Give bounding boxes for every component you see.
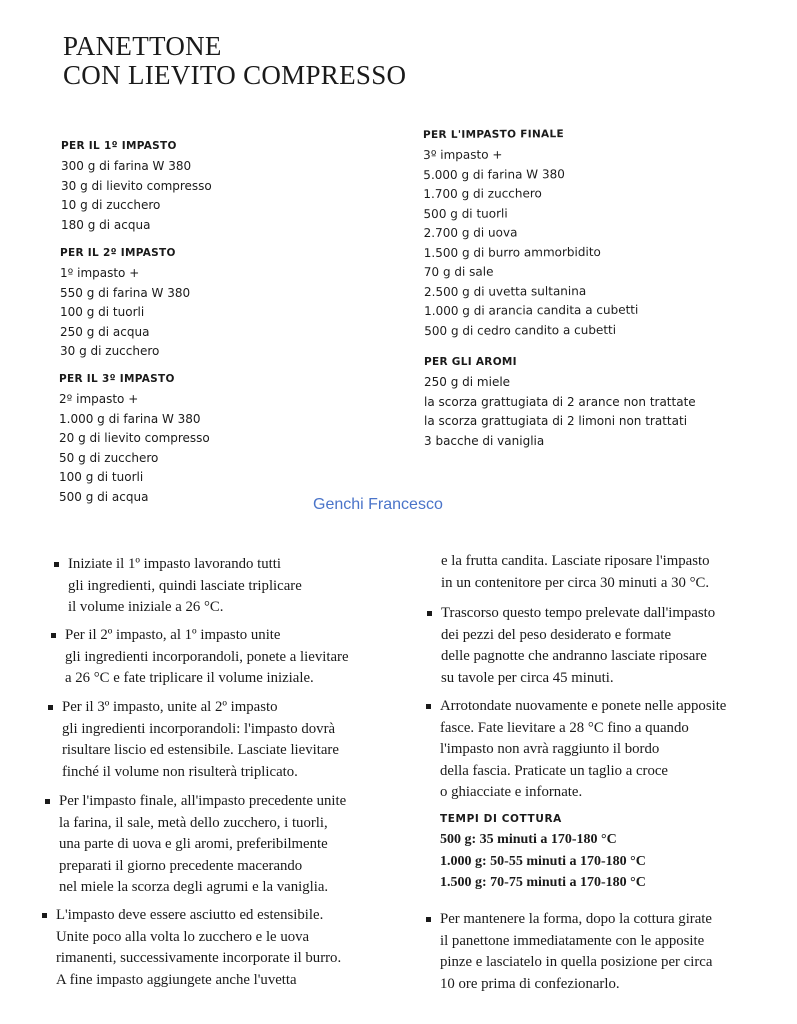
ingredients-third-impasto [59,373,210,507]
ingredient-item: 1.000 g di arancia candita a cubetti [424,302,639,318]
step-line: gli ingredienti, quindi lasciate triplicare [68,577,302,594]
recipe-title [63,32,406,90]
step-line: pinze e lasciatelo in quella posizione per circa [440,954,713,970]
ingredients-heading: PER IL 2º IMPASTO [60,247,176,259]
ingredient-item: 1.000 g di farina W 380 [59,411,201,426]
step-line: a 26 °C e fate triplicare il volume iniziale. [65,670,314,686]
step-7 [440,696,726,804]
step-line: il volume iniziale a 26 °C. [68,599,224,615]
step-line: 10 ore prima di confezionarlo. [440,975,620,992]
ingredient-item: 1.500 g di burro ammorbidito [423,244,601,260]
ingredient-item: 10 g di zucchero [61,198,161,212]
step-line: la farina, il sale, metà dello zucchero, i tuorli, [59,814,328,831]
step-line: Per l'impasto finale, all'impasto precedente unite [59,793,347,809]
step-line: o ghiacciate e infornate. [440,784,583,800]
bullet-icon [45,799,50,804]
ingredient-item: 100 g di tuorli [59,470,144,484]
ingredient-item: 70 g di sale [423,264,494,279]
step-5 [56,905,341,991]
step-line: nel miele la scorza degli agrumi e la vaniglia. [59,879,329,895]
ingredient-item: 30 g di lievito compresso [61,178,212,193]
step-line: delle pagnotte che andranno lasciate riposare [441,648,707,664]
step-4 [59,791,346,899]
ingredients-heading: PER L'IMPASTO FINALE [423,128,564,141]
step-line: Per mantenere la forma, dopo la cottura girate [440,911,712,927]
tempi-line: 500 g: 35 minuti a 170-180 °C [440,832,617,847]
step-1 [68,554,302,619]
ingredient-item: 1.700 g di zucchero [423,186,542,201]
step-line: Per il 3º impasto, unite al 2º impasto [62,699,278,715]
step-line: Unite poco alla volta lo zucchero e le uova [56,928,310,945]
ingredient-item: 30 g di zucchero [60,344,160,358]
step-line: fasce. Fate lievitare a 28 °C fino a quando [440,719,689,736]
step-line: L'impasto deve essere asciutto ed estensibile. [56,907,324,923]
step-6 [441,603,715,689]
bullet-icon [427,611,432,616]
bullet-icon [426,917,431,922]
step-line: Arrotondate nuovamente e ponete nelle apposite [440,698,727,714]
ingredient-item: 500 g di cedro candito a cubetti [424,322,617,338]
ingredient-item: 5.000 g di farina W 380 [423,166,565,182]
step-line: l'impasto non avrà raggiunto il bordo [440,741,660,757]
step-line: in un contenitore per circa 30 minuti a 30 °C. [441,574,710,591]
step-line: risultare liscio ed estensibile. Lasciate lievitare [62,742,339,758]
ingredient-item: 3º impasto + [423,147,503,162]
tempi-line: 1.000 g: 50-55 minuti a 170-180 °C [440,853,646,869]
bullet-icon [51,633,56,638]
bullet-icon [426,704,431,709]
step-line: della fascia. Praticate un taglio a croce [440,762,669,779]
title-line-2: CON LIEVITO COMPRESSO [63,60,407,90]
ingredient-item: 2.700 g di uova [423,225,518,240]
ingredients-heading: PER IL 1º IMPASTO [61,140,177,152]
ingredient-item: la scorza grattugiata di 2 limoni non trattati [424,414,688,428]
step-line: il panettone immediatamente con le apposite [440,932,705,949]
tempi-di-cottura [440,813,646,894]
ingredient-item: 250 g di acqua [60,324,150,339]
bullet-icon [48,705,53,710]
ingredient-item: 550 g di farina W 380 [60,285,191,300]
ingredients-final-impasto [423,128,639,341]
ingredient-item: 1º impasto + [60,266,140,280]
step-line: finché il volume non risulterà triplicato. [62,763,298,780]
watermark-author: Genchi Francesco [313,496,443,513]
step-line: A fine impasto aggiungete anche l'uvetta [56,971,297,988]
ingredient-item: 50 g di zucchero [59,450,159,465]
step-line: Trascorso questo tempo prelevate dall'impasto [441,605,716,621]
step-8 [440,909,712,995]
step-2 [65,625,349,690]
step-line: Iniziate il 1º impasto lavorando tutti [68,556,281,572]
ingredient-item: 180 g di acqua [61,217,151,232]
ingredient-item: 500 g di tuorli [423,205,508,221]
bullet-icon [54,562,59,567]
ingredient-item: 250 g di miele [424,375,511,389]
step-line: preparati il giorno precedente macerando [59,857,303,874]
step-line: una parte di uova e gli aromi, preferibilmente [59,836,328,852]
ingredient-item: la scorza grattugiata di 2 arance non trattate [424,394,696,409]
ingredients-first-impasto [61,140,212,235]
step-line: e la frutta candita. Lasciate riposare l'impasto [441,553,710,569]
ingredients-heading: PER IL 3º IMPASTO [59,373,175,385]
bullet-icon [42,913,47,918]
step-line: Per il 2º impasto, al 1º impasto unite [65,627,281,643]
ingredient-item: 300 g di farina W 380 [61,159,192,173]
tempi-heading: TEMPI DI COTTURA [440,813,562,825]
title-line-1: PANETTONE [63,31,222,61]
step-line: dei pezzi del peso desiderato e formate [441,626,672,643]
ingredient-item: 3 bacche di vaniglia [424,433,545,448]
step-continuation [441,551,709,594]
ingredient-item: 100 g di tuorli [60,305,145,319]
ingredient-item: 2º impasto + [59,392,139,406]
step-line: su tavole per circa 45 minuti. [441,669,614,686]
tempi-line: 1.500 g: 70-75 minuti a 170-180 °C [440,875,646,890]
ingredient-item: 2.500 g di uvetta sultanina [423,283,587,299]
ingredient-item: 20 g di lievito compresso [59,431,210,445]
ingredients-aromi [424,356,696,451]
step-line: gli ingredienti incorporandoli: l'impasto dovrà [62,720,336,737]
step-line: rimanenti, successivamente incorporate il burro. [56,950,342,966]
ingredients-heading: PER GLI AROMI [424,356,517,368]
ingredient-item: 500 g di acqua [59,489,149,504]
ingredients-second-impasto [60,247,190,362]
step-3 [62,697,339,783]
step-line: gli ingredienti incorporandoli, ponete a lievitare [65,648,349,665]
